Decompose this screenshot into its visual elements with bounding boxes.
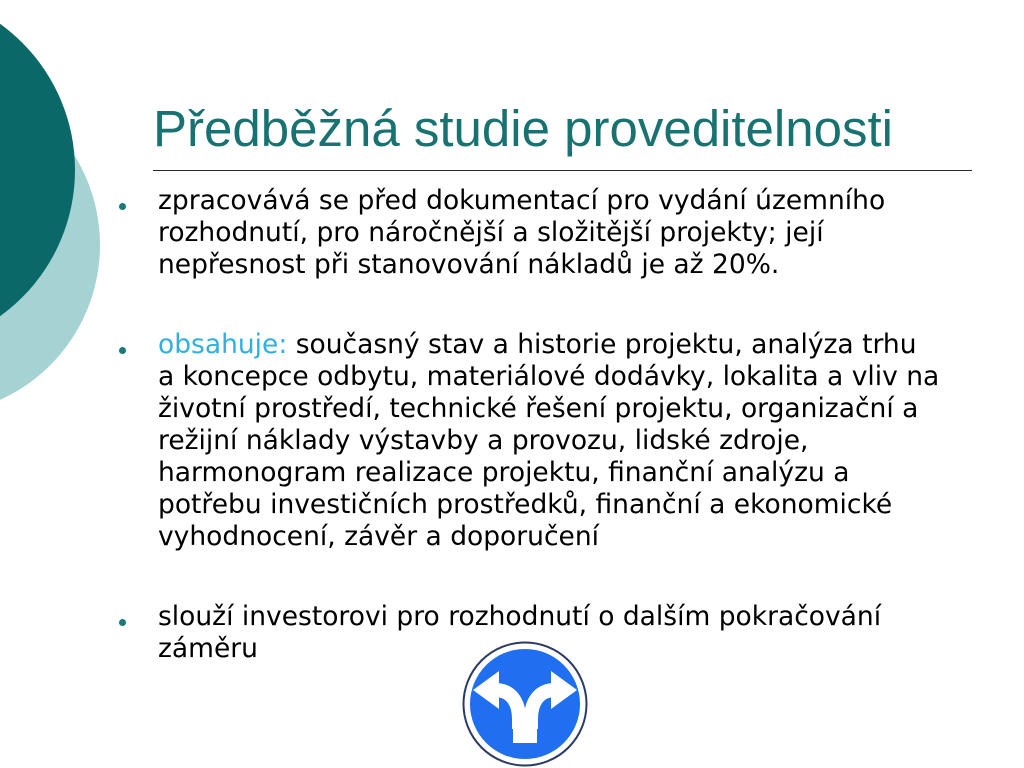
bullet-marker: [119, 347, 126, 354]
bullet-line: nepřesnost při stanovování nákladů je až 20%.: [158, 249, 780, 280]
bullet-line: životní prostředí, technické řešení projektu, organizační a: [158, 393, 919, 424]
bullet-line: rozhodnutí, pro náročnější a složitější projekty; její: [158, 217, 824, 248]
highlight-label: obsahuje:: [158, 329, 288, 360]
bullet-list: [158, 185, 998, 713]
bullet-line: a koncepce odbytu, materiálové dodávky, lokalita a vliv na: [158, 361, 940, 392]
bullet-line: potřebu investičních prostředků, finanční a ekonomické: [158, 489, 893, 520]
fork-arrow-sign-icon: [462, 641, 588, 767]
bullet-line: zpracovává se před dokumentací pro vydání územního: [158, 185, 886, 216]
title-divider: [153, 170, 972, 171]
bullet-line: harmonogram realizace projektu, finanční analýzu a: [158, 457, 850, 488]
slide-title: Předběžná studie proveditelnosti: [153, 100, 893, 157]
bullet-line: záměru: [158, 633, 258, 664]
bullet-marker: [119, 619, 126, 626]
bullet-line: režijní náklady výstavby a provozu, lidské zdroje,: [158, 425, 809, 456]
bullet-item: [158, 329, 998, 553]
bullet-line: slouží investorovi pro rozhodnutí o dalším pokračování: [158, 601, 882, 632]
bullet-marker: [119, 203, 126, 210]
bullet-line-text: současný stav a historie projektu, analýza trhu: [295, 329, 917, 360]
bullet-line: vyhodnocení, závěr a doporučení: [158, 521, 599, 552]
bullet-item: [158, 185, 998, 281]
bullet-line: [158, 329, 998, 361]
